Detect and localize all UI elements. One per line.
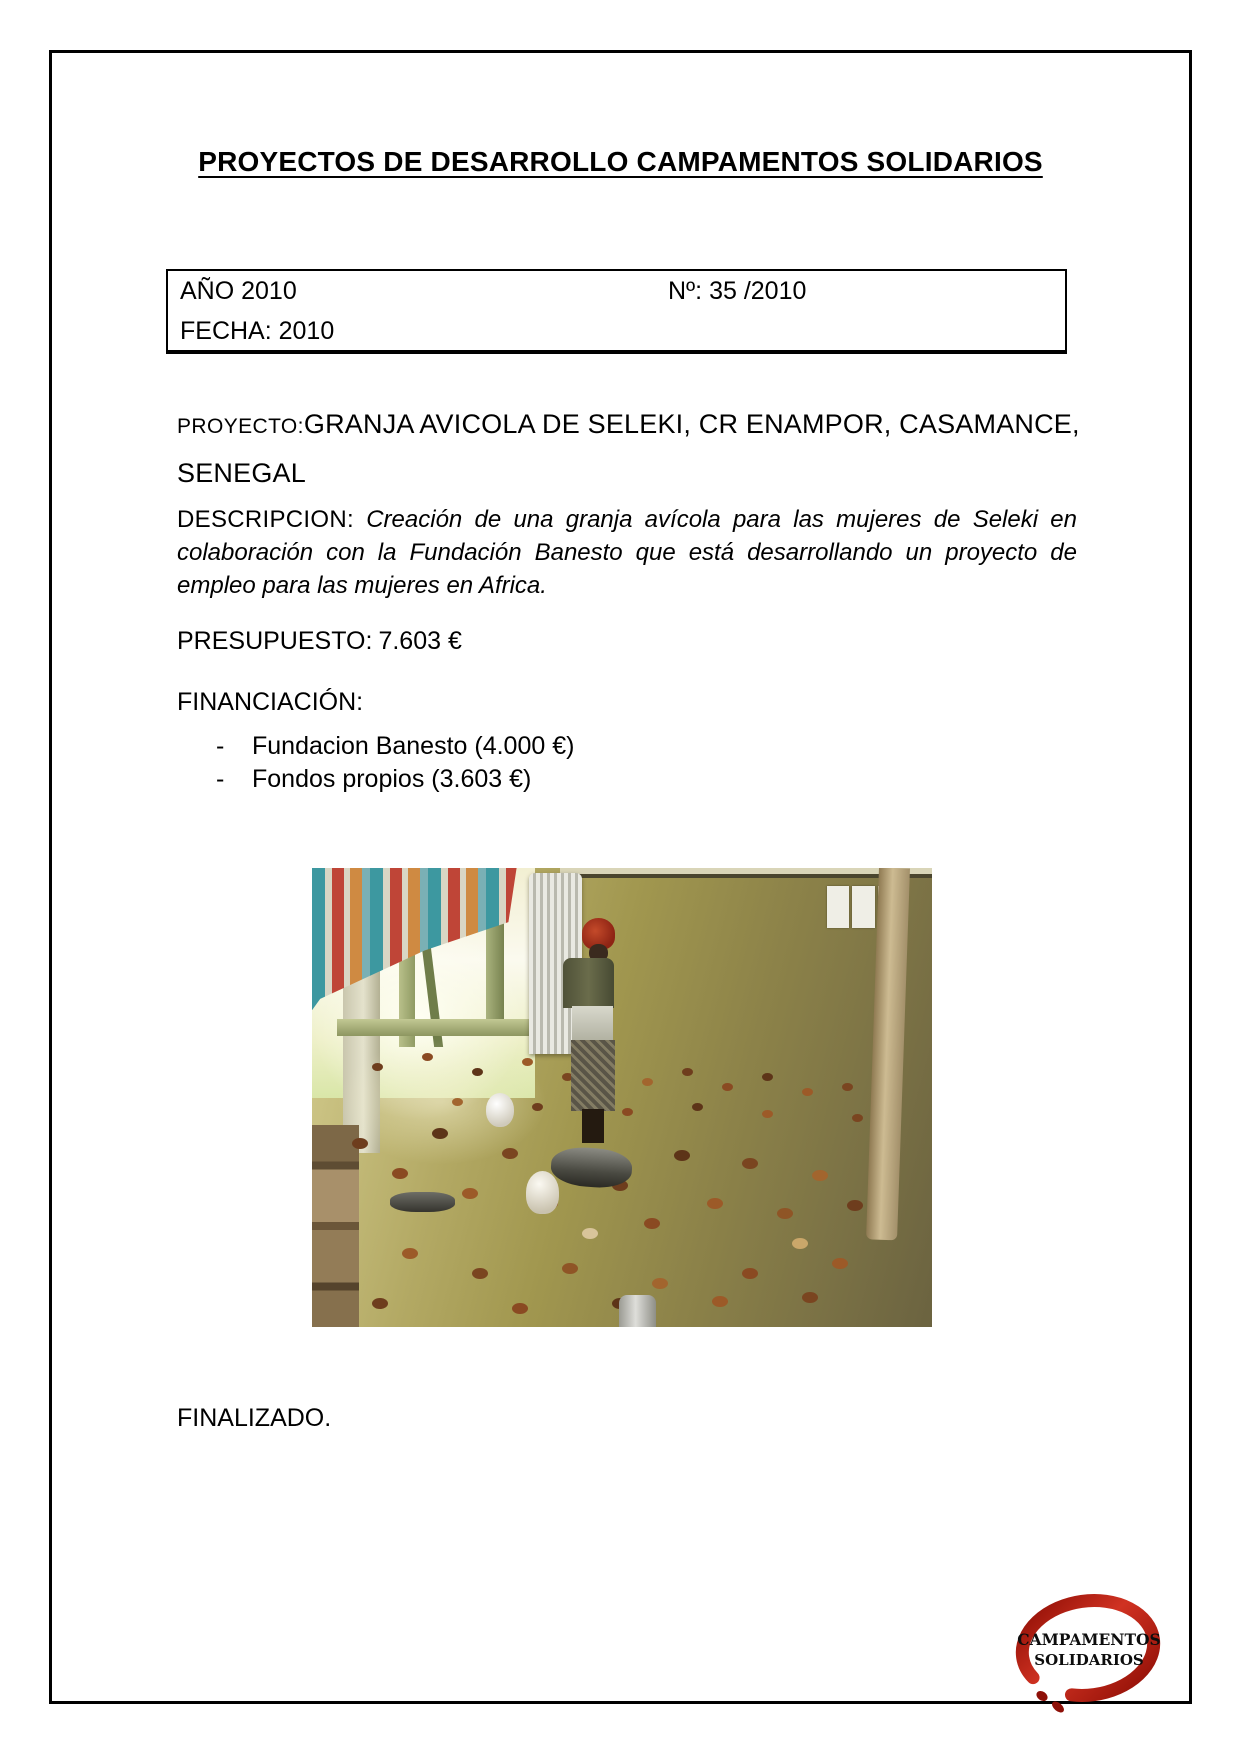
funding-item-text: Fundacion Banesto (4.000 €)	[252, 732, 575, 760]
description-paragraph	[177, 503, 1077, 602]
description-text: Creación de una granja avícola para las mujeres de Seleki en colaboración con la Fundación Banesto que está desarrollando un proyecto de empleo para las mujeres en Africa.	[177, 506, 1077, 599]
number-field: Nº: 35 /2010	[668, 277, 807, 305]
budget-line	[177, 627, 462, 656]
description-label: DESCRIPCION:	[177, 506, 354, 533]
list-item	[216, 730, 574, 763]
photo-woman-legs	[582, 1109, 604, 1143]
project-label: PROYECTO:	[177, 415, 304, 438]
photo-paper-sheet	[827, 886, 850, 927]
logo-tail-dot	[1035, 1689, 1050, 1703]
funding-item-text: Fondos propios (3.603 €)	[252, 765, 532, 793]
funding-list	[216, 730, 574, 796]
date-field: FECHA: 2010	[180, 317, 335, 345]
bullet-dash: -	[216, 732, 225, 760]
status-text: FINALIZADO.	[177, 1404, 332, 1432]
project-heading	[177, 402, 1082, 500]
photo-water-feeder	[486, 1093, 515, 1127]
photo-water-feeder	[526, 1171, 559, 1214]
photo-woman-skirt	[571, 1040, 614, 1111]
info-box	[166, 269, 1067, 354]
budget-value: 7.603 €	[378, 627, 462, 655]
logo-text-line1: CAMPAMENTOS	[1017, 1630, 1161, 1649]
photo-woman-apron	[572, 1006, 613, 1043]
year-field: AÑO 2010	[180, 277, 297, 305]
photo-paper-sheet	[852, 886, 875, 927]
funding-label: FINANCIACIÓN:	[177, 688, 364, 716]
photo-ceiling-edge	[560, 868, 932, 882]
bullet-dash: -	[216, 765, 225, 793]
photo-woman-top	[563, 958, 614, 1008]
photo-bucket	[619, 1295, 656, 1327]
page-title: PROYECTOS DE DESARROLLO CAMPAMENTOS SOLIDARIOS	[198, 146, 1043, 177]
photo-stone-pillar	[312, 1125, 359, 1327]
list-item	[216, 763, 574, 796]
organization-logo	[1008, 1586, 1172, 1726]
logo-graphic	[1008, 1586, 1172, 1726]
budget-label: PRESUPUESTO:	[177, 627, 373, 655]
photo-feed-trough	[390, 1192, 455, 1213]
project-name-line1: GRANJA AVICOLA DE SELEKI, CR ENAMPOR, CASAMANCE,	[303, 409, 1080, 439]
project-name-line2: SENEGAL	[177, 458, 306, 488]
project-photo	[312, 868, 932, 1327]
photo-chickens-near	[312, 868, 328, 879]
logo-text-line2: SOLIDARIOS	[1034, 1651, 1144, 1669]
logo-tail-dot	[1050, 1699, 1066, 1714]
